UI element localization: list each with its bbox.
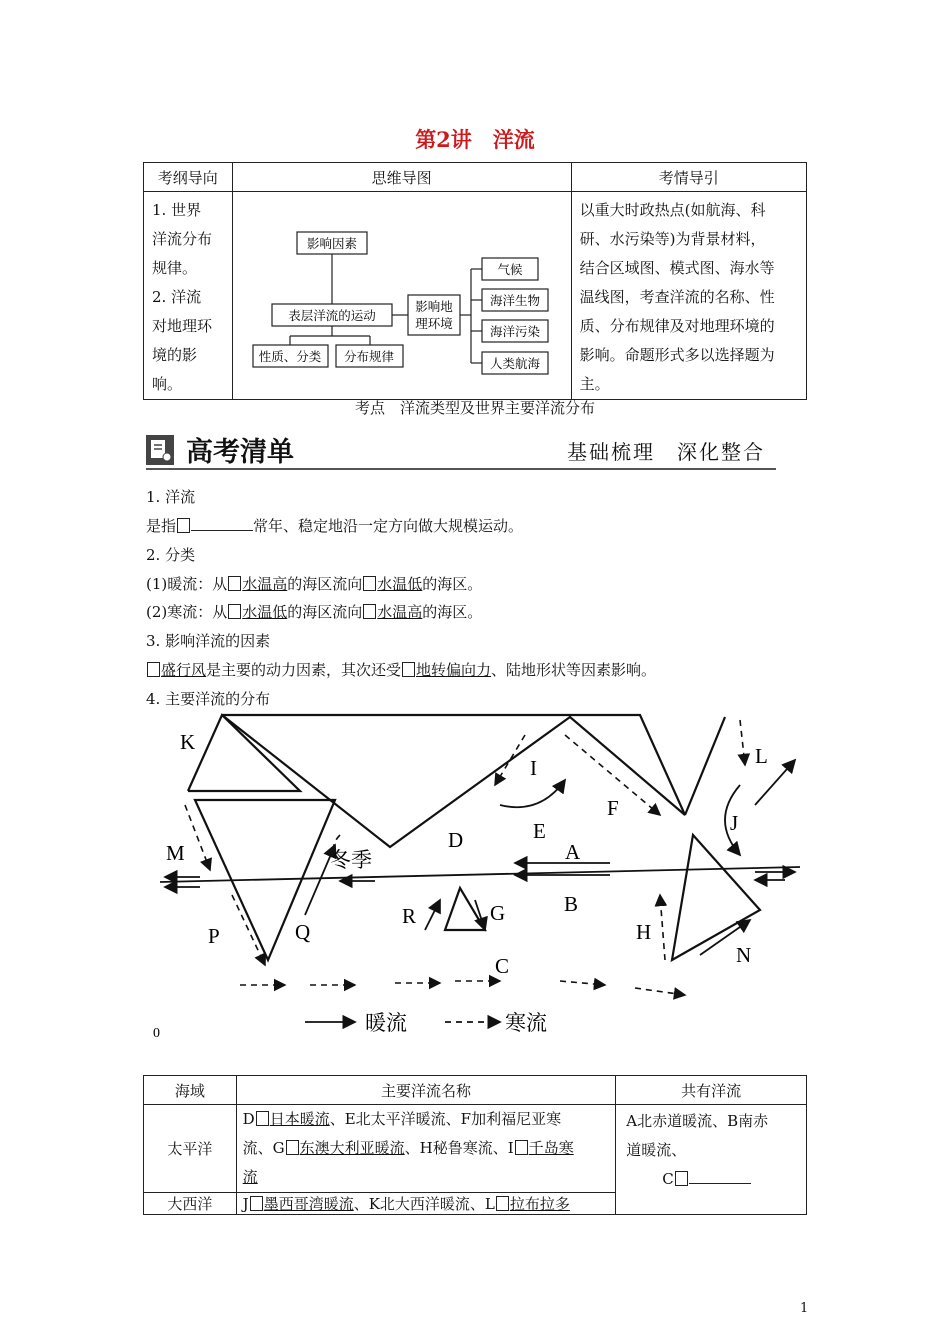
- legend-cold: 寒流: [505, 1011, 547, 1035]
- mindmap-effect-navigation: 人类航海: [489, 356, 540, 371]
- mindmap-nature: 性质、分类: [258, 349, 321, 364]
- box-icon: [250, 1196, 263, 1211]
- item-line: 盛行风是主要的动力因素，其次还受 地转偏向力、陆地形状等因素影响。: [146, 659, 656, 680]
- label-g: G: [490, 901, 506, 925]
- sea-atlantic: 大西洋: [144, 1193, 237, 1215]
- label-r: R: [402, 904, 417, 928]
- item-heading: 1. 洋流: [146, 488, 196, 506]
- sea-pacific: 太平洋: [144, 1105, 237, 1193]
- header-currents: 主要洋流名称: [236, 1076, 616, 1105]
- label-l: L: [755, 744, 768, 768]
- item-line: 是指 常年、稳定地沿一定方向做大规模运动。: [146, 517, 524, 535]
- box-icon: [177, 518, 190, 533]
- mindmap-effect-climate: 气候: [497, 262, 523, 277]
- item-heading: 4. 主要洋流的分布: [146, 690, 271, 708]
- box-icon: [256, 1111, 269, 1126]
- right-continent: [672, 835, 760, 960]
- box-icon: [363, 604, 376, 619]
- box-icon: [286, 1140, 299, 1155]
- mindmap-center: 表层洋流的运动: [287, 308, 376, 323]
- label-b: B: [564, 892, 579, 916]
- label-c: C: [495, 954, 510, 978]
- box-icon: [147, 662, 160, 677]
- mindmap-impact-1: 影响地: [414, 299, 453, 314]
- label-d: D: [448, 828, 464, 852]
- header-shared: 共有洋流: [616, 1076, 807, 1105]
- banner-title: 高考清单: [186, 437, 294, 468]
- diagram-zero: 0: [153, 1026, 160, 1041]
- mindmap-impact-2: 理环境: [414, 316, 453, 331]
- mindmap-factors: 影响因素: [306, 236, 357, 251]
- mindmap-effect-pollution: 海洋污染: [489, 324, 540, 339]
- box-icon: [402, 662, 415, 677]
- mindmap-cell: [232, 192, 571, 400]
- label-k: K: [180, 730, 196, 754]
- item-line: (2)寒流：从 水温低的海区流向 水温高的海区。: [146, 603, 483, 621]
- box-icon: [228, 576, 241, 591]
- overview-table: [143, 162, 807, 400]
- label-winter: 冬季: [330, 848, 372, 872]
- label-h: H: [636, 920, 652, 944]
- label-e: E: [533, 819, 546, 843]
- page-title: 第2讲 洋流: [415, 127, 535, 152]
- box-icon: [228, 604, 241, 619]
- box-icon: [675, 1171, 688, 1186]
- label-q: Q: [295, 920, 311, 944]
- item-line: (1)暖流：从 水温高的海区流向 水温低的海区。: [146, 575, 483, 593]
- label-p: P: [208, 924, 220, 948]
- current-names-table: [143, 1075, 807, 1215]
- banner-divider: [146, 468, 776, 470]
- australia: [445, 888, 485, 930]
- mindmap-diagram: [233, 192, 571, 395]
- outline-cell: 1. 世界 洋流分布 规律。 2. 洋流 对地理环 境的影 响。: [144, 192, 233, 400]
- item-heading: 3. 影响洋流的因素: [146, 632, 271, 650]
- box-icon: [363, 576, 376, 591]
- label-m: M: [166, 841, 185, 865]
- mindmap-distribution: 分布规律: [343, 349, 394, 364]
- kaodian-heading: 考点 洋流类型及世界主要洋流分布: [354, 399, 595, 417]
- label-f: F: [607, 796, 619, 820]
- atlantic-currents: J 墨西哥湾暖流、K北大西洋暖流、L 拉布拉多: [236, 1193, 616, 1215]
- label-i: I: [530, 756, 537, 780]
- label-n: N: [736, 943, 752, 967]
- fill-blank: [689, 1169, 751, 1184]
- triangle-k: [188, 715, 300, 791]
- legend-warm: 暖流: [365, 1011, 407, 1035]
- page-number: 1: [800, 1301, 809, 1316]
- label-j: J: [730, 811, 739, 835]
- header-exam: 考情导引: [571, 163, 806, 192]
- header-outline: 考纲导向: [144, 163, 233, 192]
- fill-blank: [191, 516, 253, 531]
- header-sea: 海域: [144, 1076, 237, 1105]
- checklist-icon: [146, 435, 174, 465]
- exam-cell: 以重大时政热点(如航海、科 研、水污染等)为背景材料， 结合区域图、模式图、海水等 温线图，考查洋流的名称、性 质、分布规律及对地理环境的 影响。命题形式多以选择题为 主。: [571, 192, 806, 400]
- shared-currents: A北赤道暖流、B南赤 道暖流、 C: [616, 1105, 807, 1215]
- header-mindmap: 思维导图: [232, 163, 571, 192]
- item-heading: 2. 分类: [146, 546, 196, 564]
- pacific-currents: D 日本暖流、E北太平洋暖流、F加利福尼亚寒 流、G 东澳大利亚暖流、H秘鲁寒流、I 千岛寒 流: [236, 1105, 616, 1193]
- label-a: A: [565, 840, 581, 864]
- box-icon: [496, 1196, 509, 1211]
- ocean-current-diagram: [140, 705, 820, 1045]
- box-icon: [515, 1140, 528, 1155]
- banner-subtitle: 基础梳理 深化整合: [567, 440, 765, 464]
- mindmap-effect-biology: 海洋生物: [489, 293, 540, 308]
